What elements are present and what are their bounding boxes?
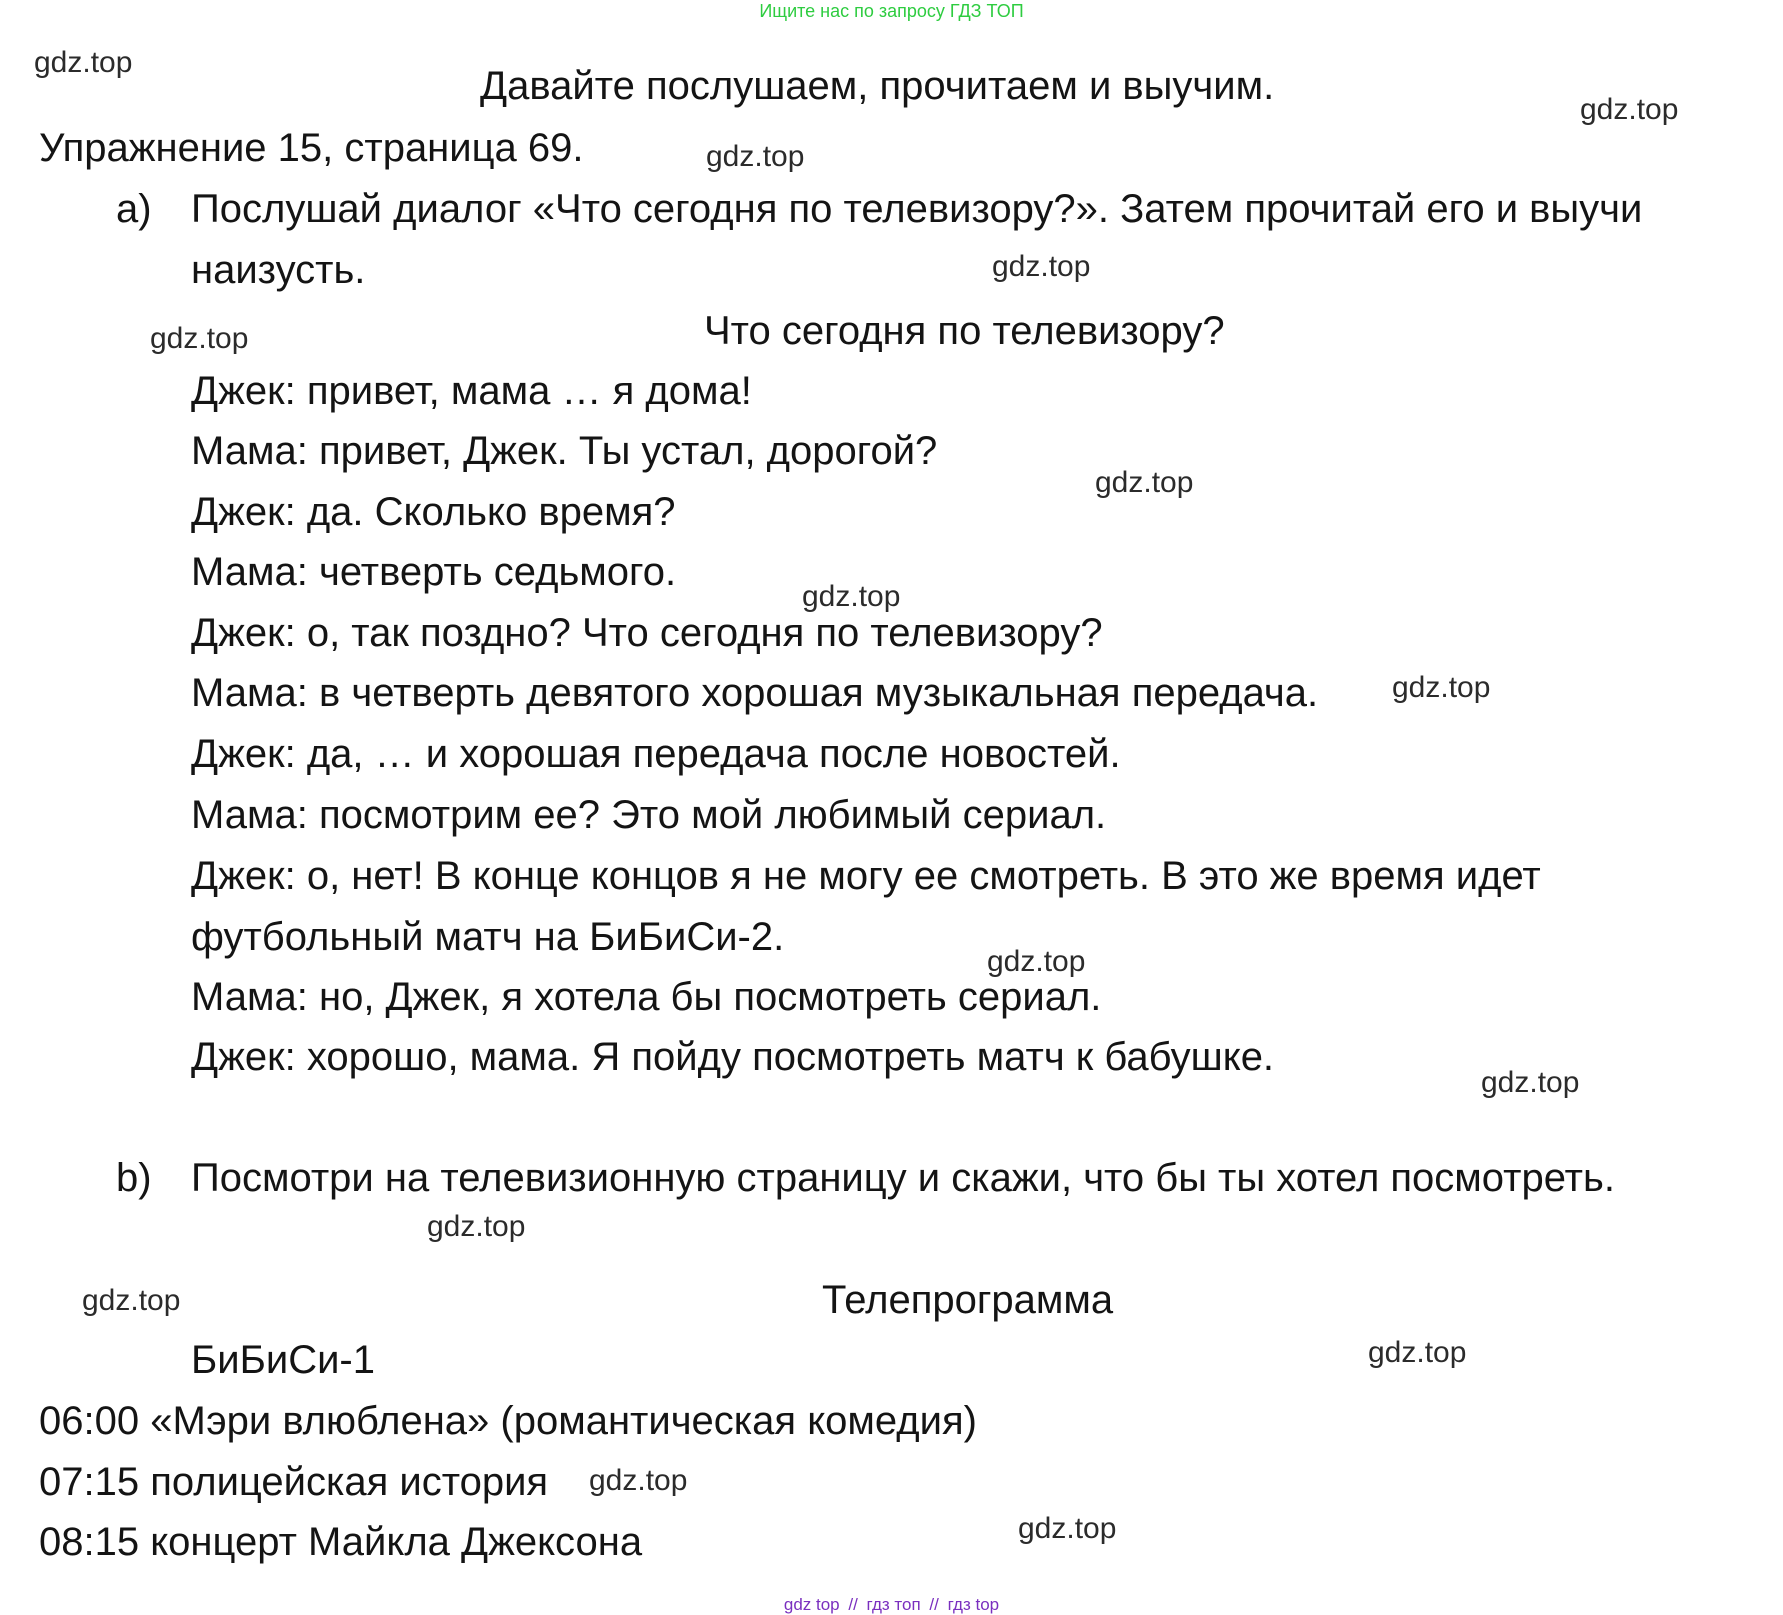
watermark: gdz.top — [1392, 671, 1491, 704]
dialogue-line: Мама: но, Джек, я хотела бы посмотреть сериал. — [191, 975, 1102, 1019]
watermark: gdz.top — [150, 322, 249, 355]
footer-link[interactable]: гдз топ — [866, 1595, 921, 1614]
task-a-text-cont: наизусть. — [191, 248, 366, 292]
watermark: gdz.top — [427, 1210, 526, 1243]
watermark: gdz.top — [992, 250, 1091, 283]
watermark: gdz.top — [802, 580, 901, 613]
watermark: gdz.top — [1580, 93, 1679, 126]
dialogue-line: Мама: четверть седьмого. — [191, 550, 677, 594]
footer-separator: // — [848, 1595, 858, 1614]
dialogue-line: Джек: о, так поздно? Что сегодня по телевизору? — [191, 611, 1103, 655]
channel-name: БиБиСи-1 — [191, 1338, 375, 1382]
watermark: gdz.top — [1095, 466, 1194, 499]
dialogue-line: Джек: да. Сколько время? — [191, 490, 676, 534]
watermark: gdz.top — [589, 1464, 688, 1497]
tv-program-title: Телепрограмма — [822, 1278, 1114, 1322]
dialogue-line: Мама: посмотрим ее? Это мой любимый сериал. — [191, 793, 1107, 837]
watermark: gdz.top — [1368, 1336, 1467, 1369]
dialogue-line: Джек: хорошо, мама. Я пойду посмотреть матч к бабушке. — [191, 1035, 1275, 1079]
watermark: gdz.top — [987, 945, 1086, 978]
watermark: gdz.top — [1481, 1066, 1580, 1099]
dialogue-line: Джек: о, нет! В конце концов я не могу ее смотреть. В это же время идет — [191, 854, 1541, 898]
task-b-text: Посмотри на телевизионную страницу и скажи, что бы ты хотел посмотреть. — [191, 1156, 1615, 1200]
task-a-text: Послушай диалог «Что сегодня по телевизору?». Затем прочитай его и выучи — [191, 187, 1643, 231]
footer-link[interactable]: gdz top — [783, 1595, 840, 1614]
dialogue-line: футбольный матч на БиБиСи-2. — [191, 915, 785, 959]
schedule-item: 08:15 концерт Майкла Джексона — [39, 1520, 643, 1564]
task-b-label: b) — [116, 1156, 152, 1200]
watermark: gdz.top — [706, 140, 805, 173]
footer-link[interactable]: гдз top — [947, 1595, 1000, 1614]
footer-separator: // — [929, 1595, 939, 1614]
watermark: gdz.top — [82, 1284, 181, 1317]
watermark: gdz.top — [34, 46, 133, 79]
watermark: gdz.top — [1018, 1512, 1117, 1545]
dialogue-title: Что сегодня по телевизору? — [704, 309, 1225, 353]
top-banner[interactable]: Ищите нас по запросу ГДЗ ТОП — [759, 1, 1024, 21]
schedule-item: 06:00 «Мэри влюблена» (романтическая комедия) — [39, 1399, 977, 1443]
dialogue-line: Джек: привет, мама … я дома! — [191, 369, 752, 413]
dialogue-line: Джек: да, … и хорошая передача после новостей. — [191, 732, 1121, 776]
dialogue-line: Мама: привет, Джек. Ты устал, дорогой? — [191, 429, 938, 473]
schedule-item: 07:15 полицейская история — [39, 1460, 549, 1504]
task-a-label: a) — [116, 187, 152, 231]
footer-links — [0, 1595, 1783, 1615]
dialogue-line: Мама: в четверть девятого хорошая музыкальная передача. — [191, 671, 1319, 715]
page-heading: Давайте послушаем, прочитаем и выучим. — [480, 64, 1275, 108]
exercise-title: Упражнение 15, страница 69. — [39, 126, 584, 170]
